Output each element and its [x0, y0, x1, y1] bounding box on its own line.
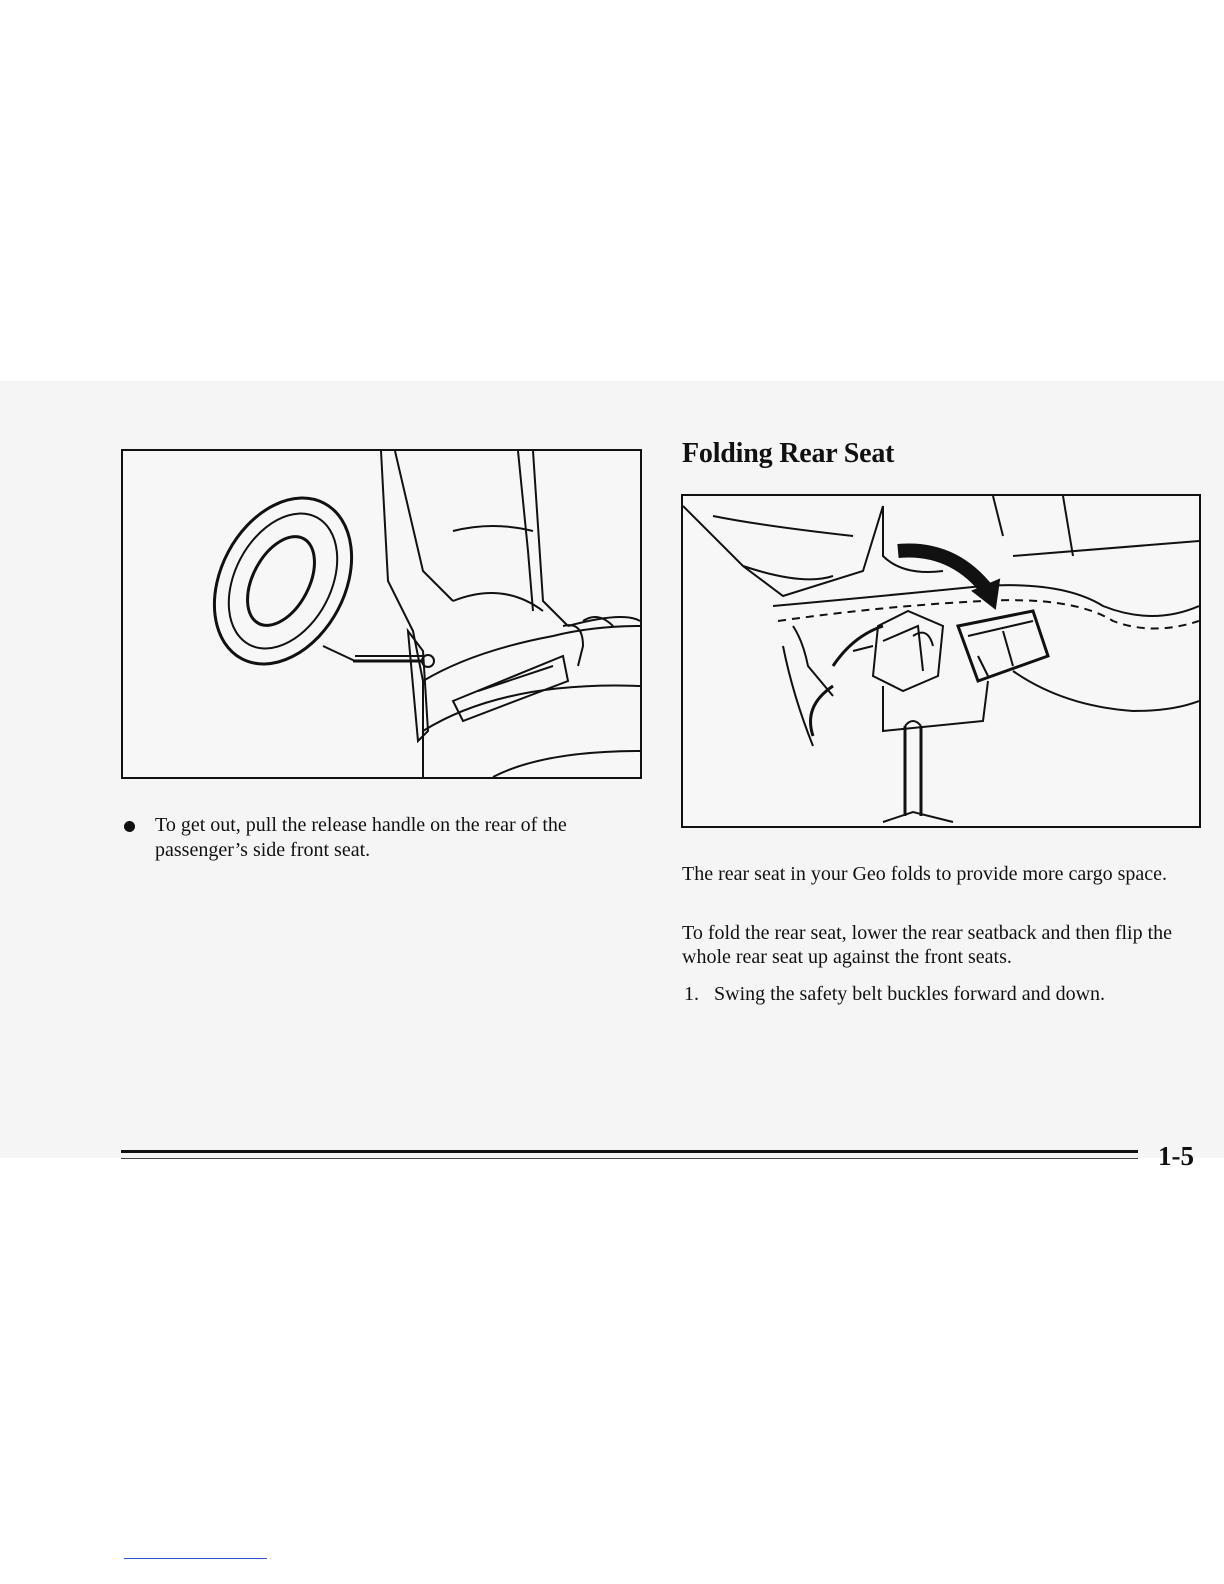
seat-release-handle-illustration: [121, 449, 642, 779]
rear-seat-buckle-illustration: [681, 494, 1201, 828]
paragraph-rear-seat-folds: The rear seat in your Geo folds to provide more cargo space.: [682, 863, 1168, 885]
footer-rule-thin: [121, 1158, 1138, 1159]
page-number: 1-5: [1158, 1141, 1194, 1171]
section-heading: Folding Rear Seat: [682, 438, 895, 469]
bullet-icon: [124, 821, 135, 832]
bullet-item: [124, 813, 644, 863]
step-number: 1.: [684, 983, 699, 1005]
footer-link-underline: [124, 1558, 267, 1559]
numbered-step: [684, 982, 1194, 1006]
paragraph-fold-instructions: To fold the rear seat, lower the rear seatback and then flip the whole rear seat up against the front seats.: [682, 922, 1173, 968]
footer-rule-thick: [121, 1150, 1138, 1153]
bullet-text: To get out, pull the release handle on the rear of the passenger’s side front seat.: [155, 814, 567, 861]
step-text: Swing the safety belt buckles forward and down.: [714, 983, 1106, 1005]
